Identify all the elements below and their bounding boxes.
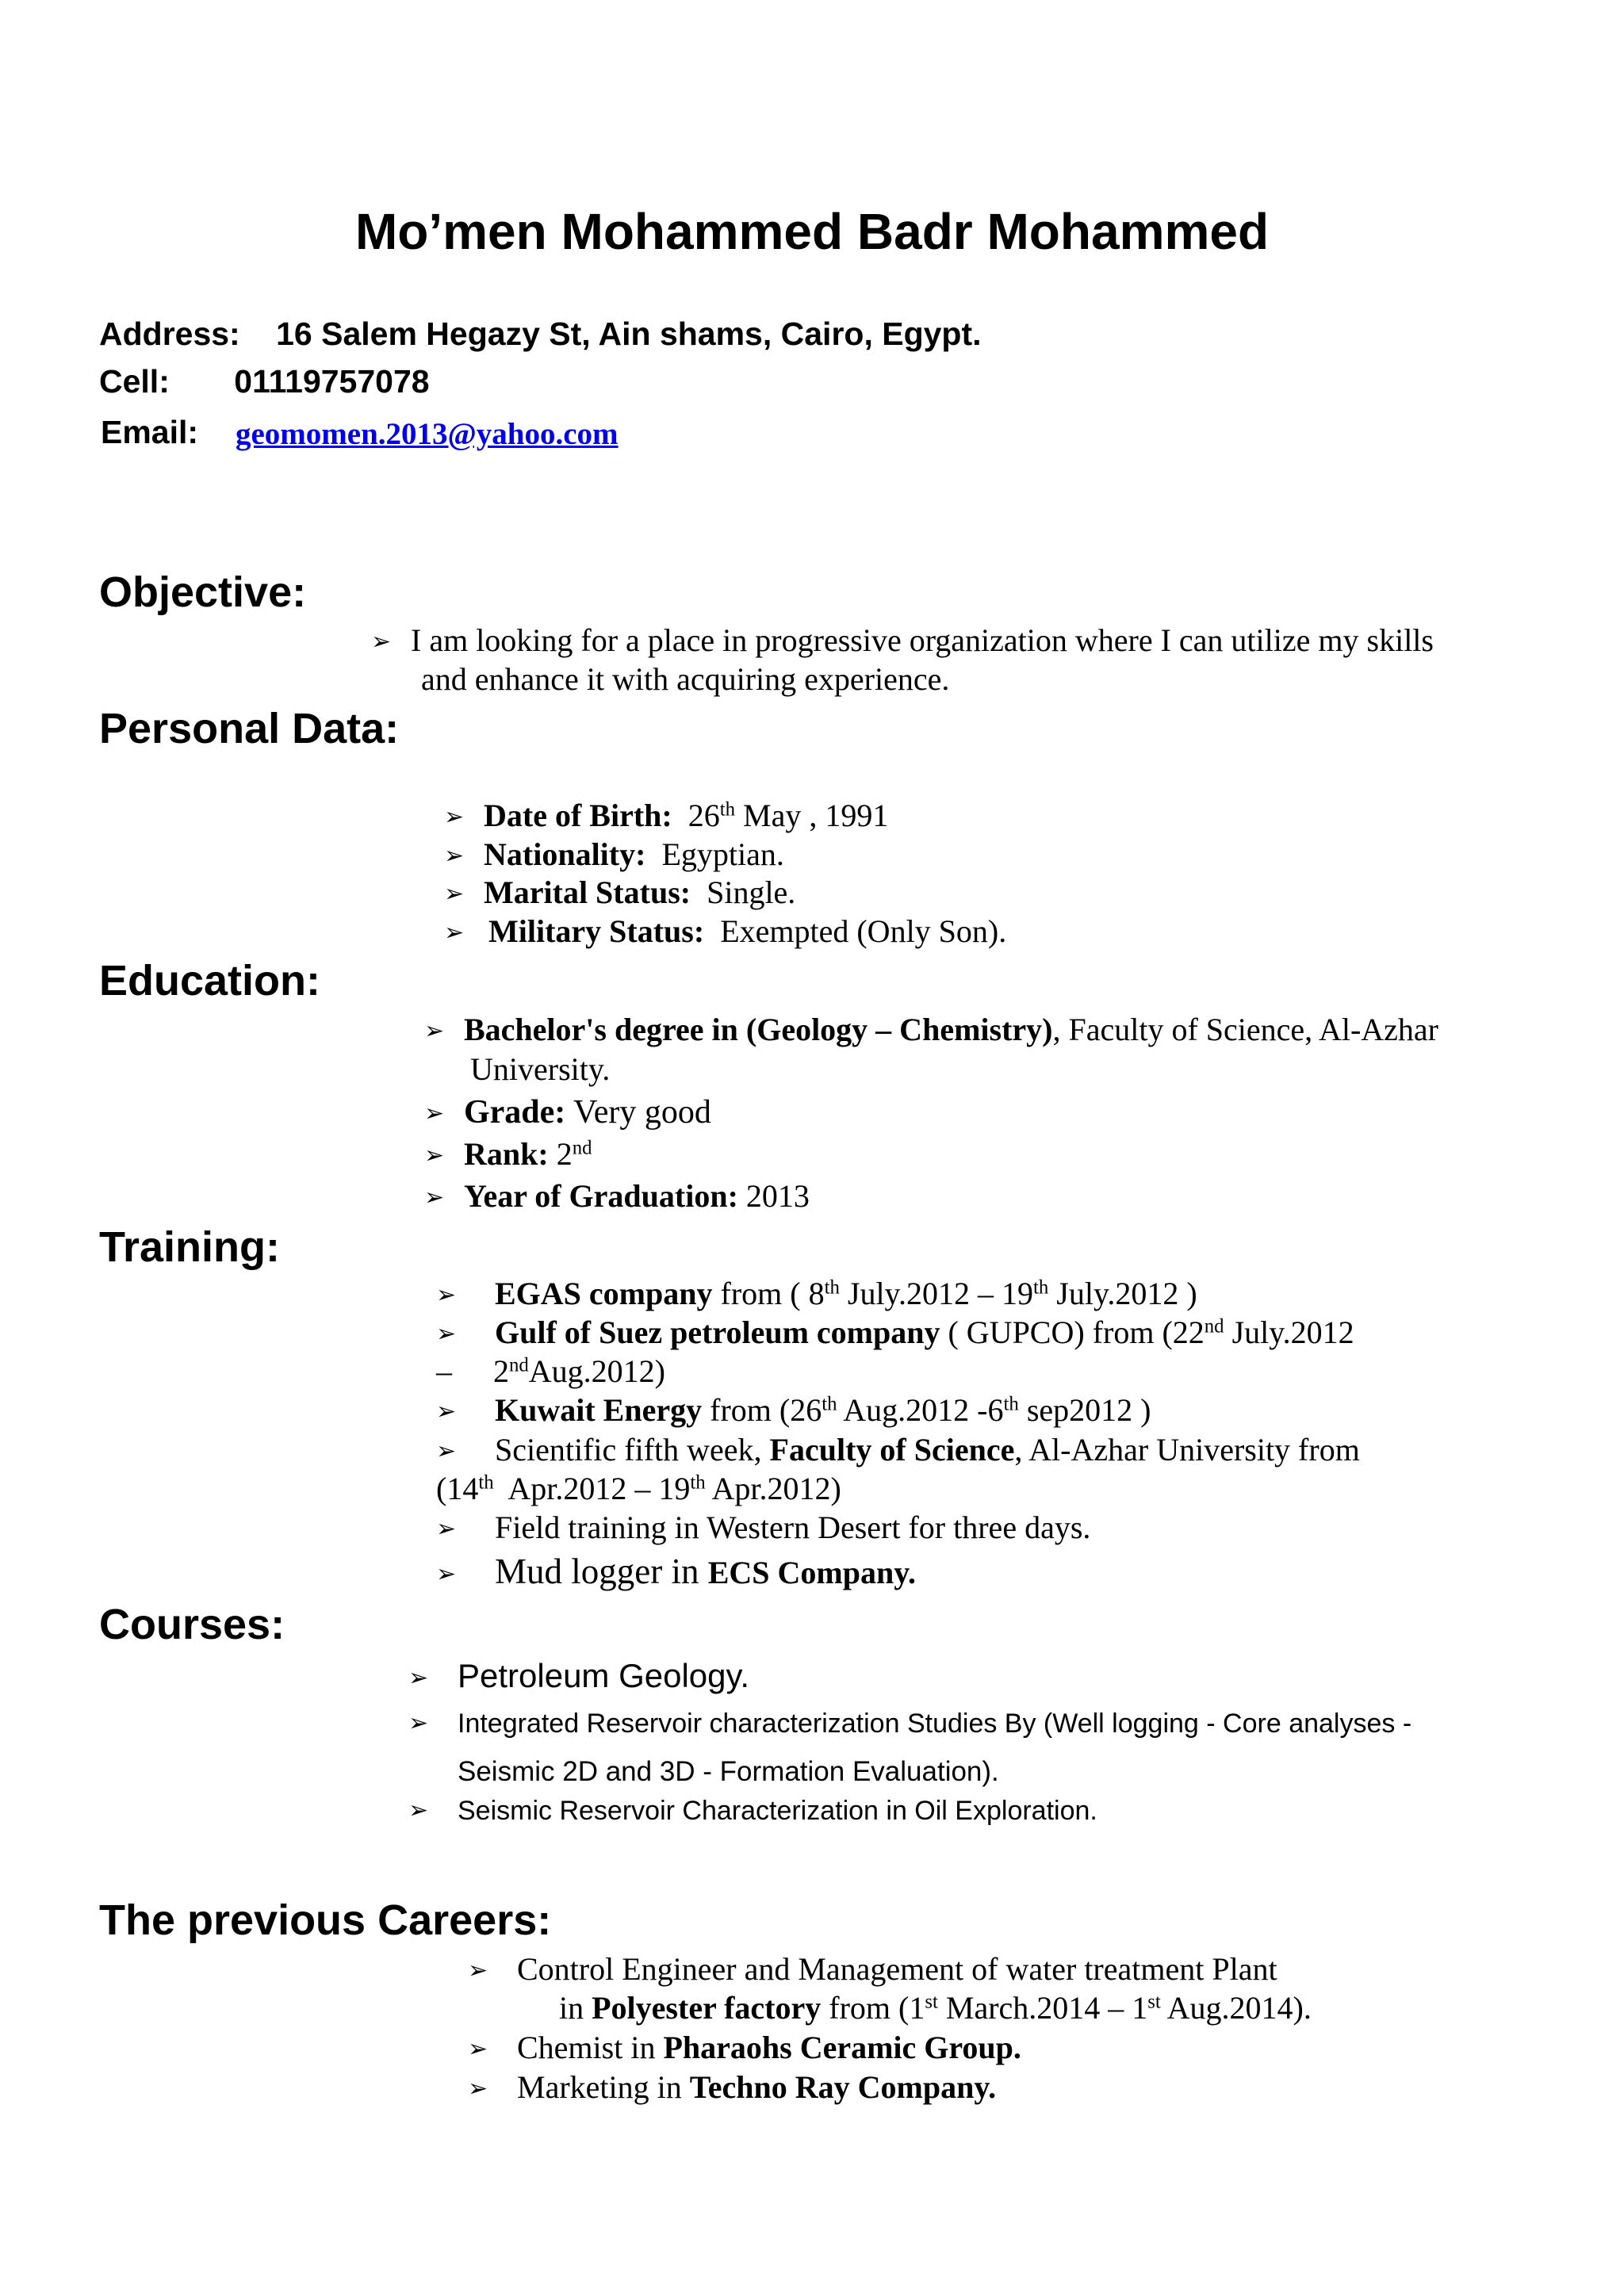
- gupco-dash: –: [436, 1353, 452, 1389]
- career-1-sup-1: st: [925, 1991, 938, 2013]
- course-1: [408, 1657, 749, 1695]
- email-link[interactable]: geomomen.2013@yahoo.com: [236, 417, 619, 451]
- gupco-rest: ( GUPCO) from (22: [948, 1314, 1205, 1350]
- training-science-week: [436, 1431, 1360, 1468]
- kuwait-from: from (26: [710, 1392, 822, 1428]
- training-field: [436, 1509, 1090, 1546]
- training-mud-logger: [436, 1551, 916, 1592]
- career-1-bold: Polyester factory: [592, 1990, 822, 2026]
- marital-label: Marital Status:: [484, 874, 691, 910]
- grade-item: [424, 1093, 711, 1131]
- graduation-item: [424, 1177, 810, 1215]
- gupco-line2-num: 2: [493, 1353, 509, 1389]
- degree-rest: , Faculty of Science, Al-Azhar: [1052, 1012, 1438, 1047]
- arrow-bullet-icon: ➢: [408, 1710, 429, 1736]
- sci-line2-start: (14: [436, 1471, 479, 1506]
- arrow-bullet-icon: ➢: [444, 920, 465, 946]
- military-item: [444, 913, 1006, 950]
- career-2: [468, 2029, 1021, 2066]
- course-3-text: Seismic Reservoir Characterization in Oil Exploration.: [458, 1796, 1097, 1826]
- arrow-bullet-icon: ➢: [436, 1399, 457, 1425]
- egas-from: from ( 8: [720, 1276, 825, 1311]
- email-row-link: [236, 416, 619, 452]
- education-heading: Education:: [99, 957, 320, 1004]
- resume-name: Mo’men Mohammed Badr Mohammed: [354, 203, 1270, 260]
- kuwait-sup-2: th: [1003, 1393, 1019, 1415]
- dob-day: 26: [688, 798, 720, 833]
- dob-sup: th: [719, 798, 736, 821]
- arrow-bullet-icon: ➢: [436, 1438, 457, 1464]
- dob-rest: May , 1991: [743, 798, 889, 833]
- egas-mid: July.2012 – 19: [847, 1276, 1033, 1311]
- careers-heading: The previous Careers:: [99, 1896, 552, 1944]
- gupco-name: Gulf of Suez petroleum company: [495, 1314, 940, 1350]
- career-1-text: Control Engineer and Management of water treatment Plant: [517, 1951, 1277, 1987]
- kuwait-name: Kuwait Energy: [495, 1392, 703, 1428]
- dob-item: [444, 797, 888, 834]
- degree-label: Bachelor's degree in (Geology – Chemistry): [464, 1012, 1053, 1047]
- arrow-bullet-icon: ➢: [468, 2036, 488, 2062]
- mud-bold: ECS Company.: [707, 1555, 917, 1590]
- objective-text-1: I am looking for a place in progressive organization where I can utilize my skills: [411, 622, 1434, 658]
- egas-sup-1: th: [824, 1276, 840, 1299]
- career-1-in: in: [559, 1990, 584, 2026]
- arrow-bullet-icon: ➢: [424, 1018, 445, 1044]
- egas-sup-2: th: [1032, 1276, 1049, 1299]
- training-kuwait: [436, 1391, 1151, 1429]
- training-heading: Training:: [99, 1223, 280, 1271]
- arrow-bullet-icon: ➢: [424, 1100, 445, 1127]
- email-label: Email:: [101, 414, 199, 450]
- course-2-text-1: Integrated Reservoir characterization Studies By (Well logging - Core analyses -: [458, 1709, 1412, 1739]
- arrow-bullet-icon: ➢: [468, 1957, 488, 1984]
- training-gupco-line-2: [436, 1353, 665, 1390]
- arrow-bullet-icon: ➢: [444, 843, 465, 869]
- career-1-line-2: [559, 1989, 1312, 2026]
- arrow-bullet-icon: ➢: [436, 1282, 457, 1308]
- sci-bold: Faculty of Science: [769, 1432, 1015, 1468]
- kuwait-sup-1: th: [822, 1393, 837, 1415]
- career-2-pre: Chemist in: [517, 2030, 656, 2065]
- sci-line2-sup-1: th: [478, 1471, 494, 1494]
- arrow-bullet-icon: ➢: [408, 1797, 429, 1823]
- grade-label: Grade:: [464, 1094, 566, 1131]
- objective-line-1: [371, 622, 1434, 659]
- personal-data-heading: Personal Data:: [99, 705, 400, 752]
- career-3: [468, 2068, 996, 2106]
- sci-rest: , Al-Azhar University from: [1014, 1432, 1360, 1468]
- career-1: [468, 1950, 1277, 1988]
- nationality-value: Egyptian.: [661, 836, 784, 872]
- kuwait-end: sep2012 ): [1026, 1392, 1151, 1428]
- career-3-bold: Techno Ray Company.: [689, 2069, 997, 2105]
- address-row: [99, 316, 982, 353]
- gupco-end: July.2012: [1231, 1314, 1354, 1350]
- training-egas: [436, 1275, 1197, 1312]
- career-2-bold: Pharaohs Ceramic Group.: [663, 2030, 1021, 2065]
- arrow-bullet-icon: ➢: [436, 1321, 457, 1347]
- course-1-text: Petroleum Geology.: [458, 1657, 750, 1694]
- arrow-bullet-icon: ➢: [424, 1142, 445, 1169]
- gupco-sup: nd: [1204, 1315, 1224, 1337]
- rank-sup: nd: [572, 1137, 592, 1159]
- arrow-bullet-icon: ➢: [424, 1184, 445, 1211]
- career-1-end: Aug.2014).: [1166, 1990, 1312, 2026]
- rank-item: [424, 1135, 592, 1173]
- nationality-label: Nationality:: [484, 836, 646, 872]
- cell-row: [99, 363, 430, 400]
- training-science-week-line-2: [436, 1470, 841, 1507]
- nationality-item: [444, 836, 784, 873]
- cell-value: 01119757078: [234, 363, 430, 400]
- gupco-line2-rest: Aug.2012): [528, 1353, 666, 1389]
- grade-value: Very good: [573, 1094, 711, 1131]
- field-text: Field training in Western Desert for three days.: [495, 1510, 1091, 1545]
- sci-line2-end: Apr.2012): [711, 1471, 841, 1506]
- arrow-bullet-icon: ➢: [444, 881, 465, 907]
- arrow-bullet-icon: ➢: [444, 804, 465, 830]
- egas-name: EGAS company: [495, 1276, 713, 1311]
- arrow-bullet-icon: ➢: [408, 1665, 429, 1691]
- gupco-line2-sup: nd: [509, 1354, 529, 1376]
- career-1-sup-2: st: [1147, 1991, 1161, 2013]
- training-gupco: [436, 1314, 1354, 1351]
- course-2-text-2: Seismic 2D and 3D - Formation Evaluation).: [458, 1756, 999, 1787]
- graduation-value: 2013: [745, 1178, 810, 1214]
- sci-pre: Scientific fifth week,: [495, 1432, 762, 1468]
- military-label: Military Status:: [488, 913, 705, 949]
- career-3-pre: Marketing in: [517, 2069, 682, 2105]
- address-label: Address:: [99, 316, 240, 352]
- arrow-bullet-icon: ➢: [468, 2076, 488, 2102]
- sci-line2-sup-2: th: [690, 1471, 706, 1494]
- dob-label: Date of Birth:: [484, 798, 672, 833]
- arrow-bullet-icon: ➢: [436, 1516, 457, 1542]
- courses-heading: Courses:: [99, 1601, 285, 1648]
- graduation-label: Year of Graduation:: [464, 1178, 738, 1214]
- career-1-from: from (1: [829, 1990, 925, 2026]
- email-row: [101, 414, 198, 451]
- cell-label: Cell:: [99, 363, 170, 400]
- degree-item: [424, 1011, 1438, 1048]
- mud-pre: Mud logger in: [495, 1552, 699, 1591]
- sci-line2-mid: Apr.2012 – 19: [508, 1471, 691, 1506]
- marital-item: [444, 874, 795, 911]
- egas-end: July.2012 ): [1056, 1276, 1197, 1311]
- objective-text-2: and enhance it with acquiring experience.: [421, 661, 950, 697]
- degree-line-2: University.: [470, 1051, 611, 1087]
- objective-heading: Objective:: [99, 568, 307, 616]
- rank-label: Rank:: [464, 1136, 549, 1172]
- military-value: Exempted (Only Son).: [720, 913, 1007, 949]
- course-2: [408, 1709, 1411, 1739]
- arrow-bullet-icon: ➢: [436, 1561, 457, 1587]
- arrow-bullet-icon: ➢: [371, 629, 392, 655]
- rank-value: 2: [556, 1136, 573, 1172]
- course-3: [408, 1796, 1097, 1827]
- kuwait-mid: Aug.2012 -6: [843, 1392, 1004, 1428]
- address-value: 16 Salem Hegazy St, Ain shams, Cairo, Egypt.: [276, 316, 982, 352]
- marital-value: Single.: [707, 874, 796, 910]
- career-1-mid: March.2014 – 1: [945, 1990, 1148, 2026]
